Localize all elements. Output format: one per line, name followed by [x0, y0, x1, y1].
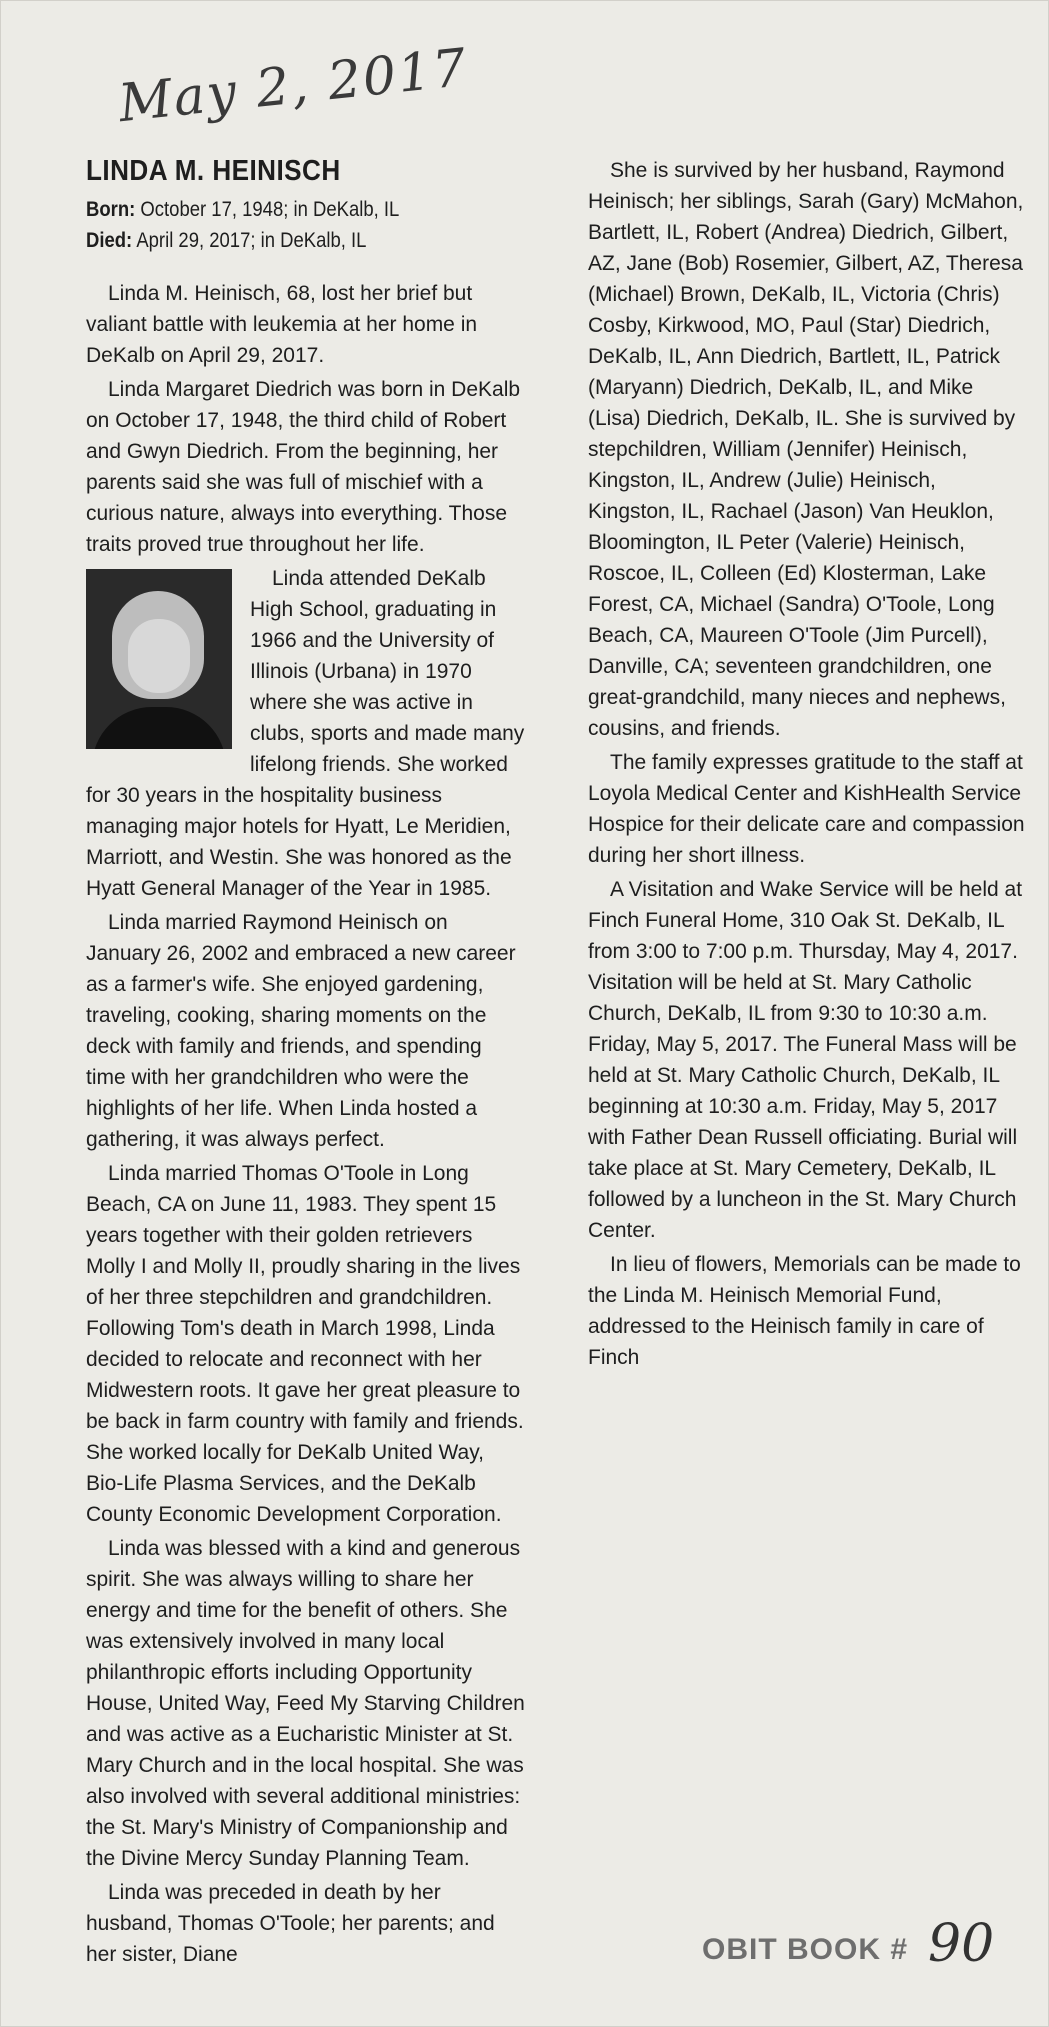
obituary-name: LINDA M. HEINISCH: [86, 155, 341, 187]
died-value: April 29, 2017; in DeKalb, IL: [136, 229, 367, 252]
paragraph: In lieu of flowers, Memorials can be made to the Linda M. Heinisch Memorial Fund, addressed to the Heinisch family in care of Finch: [588, 1253, 1021, 1369]
paragraph: Linda Margaret Diedrich was born in DeKalb on October 17, 1948, the third child of Robert and Gwyn Diedrich. From the beginning, her parents said she was full of mischief with a curious nature, always into everything. Those traits proved true throughout her life.: [86, 378, 521, 556]
paragraph: She is survived by her husband, Raymond Heinisch; her siblings, Sarah (Gary) McMahon, Bartlett, IL, Robert (Andrea) Diedrich, Gilbert, AZ, Jane (Bob) Rosemier, Gilbert, AZ, Theresa (Michael) Brown, DeKalb, IL, Victoria (Chris) Cosby, Kirkwood, MO, Paul (Star) Diedrich, DeKalb, IL, Ann Diedrich, Bartlett, IL, Patrick (Maryann) Diedrich, DeKalb, IL, and Mike (Lisa) Diedrich, DeKalb, IL. She is survived by stepchildren, William (Jennifer) Heinisch, Kingston, IL, Andrew (Julie) Heinisch, Kingston, IL, Rachael (Jason) Van Heuklon, Bloomington, IL Peter (Valerie) Heinisch, Roscoe, IL, Colleen (Ed) Klosterman, Lake Forest, CA, Michael (Sandra) O'Toole, Long Beach, CA, Maureen O'Toole (Jim Purcell), Danville, CA; seventeen grandchildren, one great-grandchild, many nieces and nephews, cousins, and friends.: [588, 159, 1024, 740]
obit-book-stamp: OBIT BOOK #: [702, 1933, 909, 1966]
right-column: [588, 155, 1028, 1376]
paragraph: Linda married Raymond Heinisch on January 26, 2002 and embraced a new career as a farmer's wife. She enjoyed gardening, traveling, cooking, sharing moments on the deck with family and friends, and spending time with her grandchildren who were the highlights of her life. When Linda hosted a gathering, it was always perfect.: [86, 911, 516, 1151]
died-line: [86, 225, 473, 256]
obit-book-number: 90: [928, 1914, 995, 1974]
paragraph: Linda was preceded in death by her husband, Thomas O'Toole; her parents; and her sister, Diane: [86, 1881, 495, 1966]
paragraph: Linda was blessed with a kind and generous spirit. She was always willing to share her energy and time for the benefit of others. She was extensively involved in many local philanthropic efforts including Opportunity House, United Way, Feed My Starving Children and was active as a Eucharistic Minister at St. Mary Church and in the local hospital. She was also involved with several additional ministries: the St. Mary's Ministry of Companionship and the Divine Mercy Sunday Planning Team.: [86, 1537, 525, 1870]
obituary-body-left: [86, 278, 526, 1970]
handwritten-date: May 2, 2017: [115, 37, 471, 135]
paragraph: A Visitation and Wake Service will be held at Finch Funeral Home, 310 Oak St. DeKalb, IL from 3:00 to 7:00 p.m. Thursday, May 4, 2017. Visitation will be held at St. Mary Catholic Church, DeKalb, IL from 9:30 to 10:30 a.m. Friday, May 5, 2017. The Funeral Mass will be held at St. Mary Catholic Church, DeKalb, IL beginning at 10:30 a.m. Friday, May 5, 2017 with Father Dean Russell officiating. Burial will take place at St. Mary Cemetery, DeKalb, IL followed by a luncheon in the St. Mary Church Center.: [588, 878, 1023, 1242]
born-value: October 17, 1948; in DeKalb, IL: [140, 198, 400, 221]
portrait-photo: [86, 569, 232, 749]
paragraph: Linda married Thomas O'Toole in Long Beach, CA on June 11, 1983. They spent 15 years together with their golden retrievers Molly I and Molly II, proudly sharing in the lives of her three stepchildren and grandchildren. Following Tom's death in March 1998, Linda decided to relocate and reconnect with her Midwestern roots. It gave her great pleasure to be back in farm country with family and friends. She worked locally for DeKalb United Way, Bio-Life Plasma Services, and the DeKalb County Economic Development Corporation.: [86, 1162, 524, 1526]
paragraph: The family expresses gratitude to the staff at Loyola Medical Center and KishHealth Service Hospice for their delicate care and compassion during her short illness.: [588, 751, 1025, 867]
paragraph: Linda attended DeKalb High School, graduating in 1966 and the University of Illinois (Urbana) in 1970 where she was active in clubs, sports and made many lifelong friends. She worked for 30 years in the hospitality business managing major hotels for Hyatt, Le Meridien, Marriott, and Westin. She was honored as the Hyatt General Manager of the Year in 1985.: [86, 567, 525, 900]
died-label: Died:: [86, 229, 133, 252]
born-label: Born:: [86, 198, 136, 221]
obituary-body-right: [588, 155, 1028, 1373]
left-column: [86, 155, 526, 1973]
paragraph: Linda M. Heinisch, 68, lost her brief but valiant battle with leukemia at her home in DeKalb on April 29, 2017.: [86, 282, 478, 367]
born-line: [86, 194, 473, 225]
